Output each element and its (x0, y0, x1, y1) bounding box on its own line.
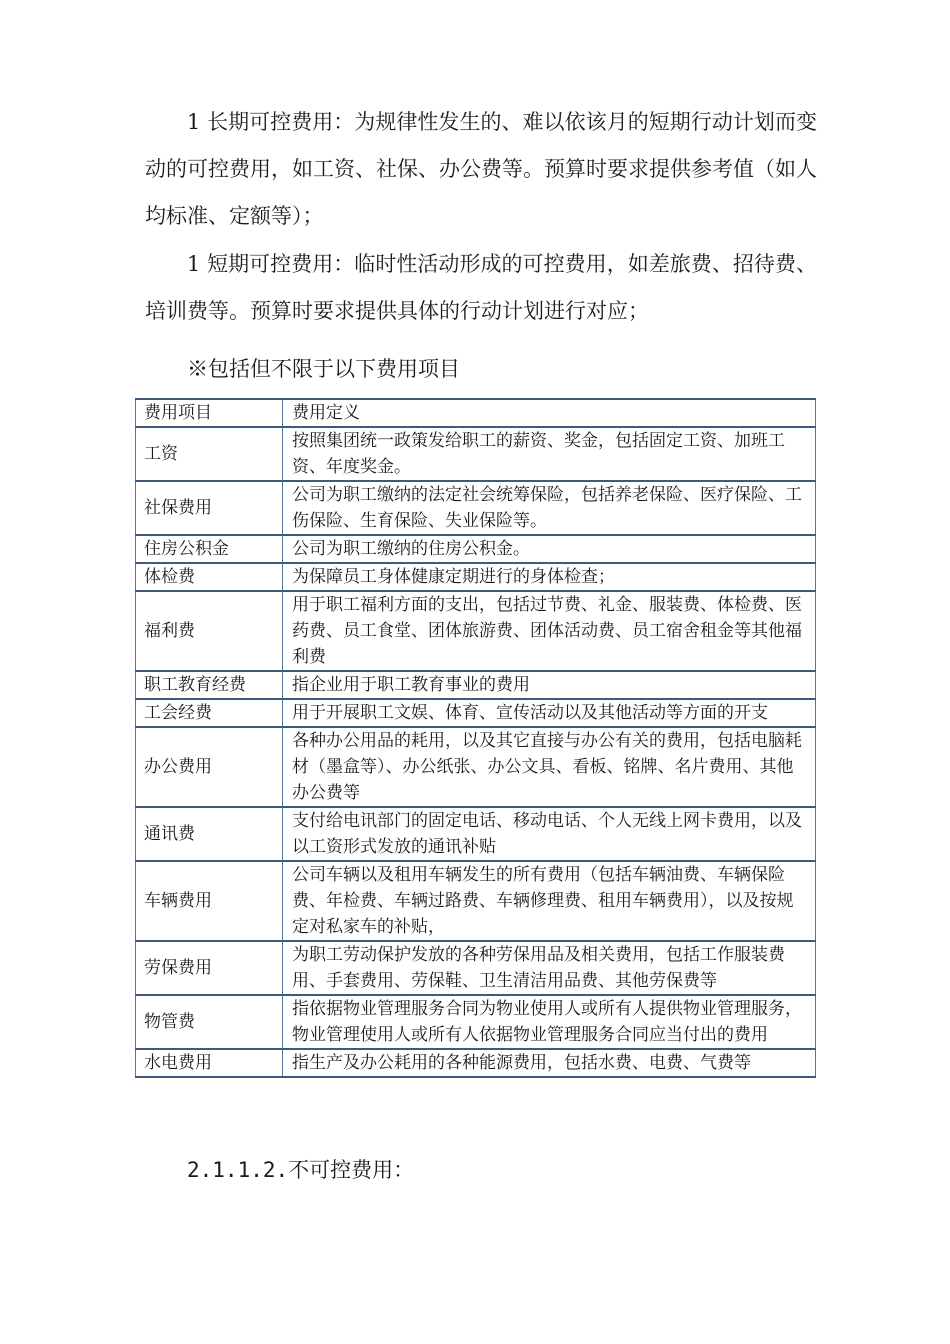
section-heading (187, 1150, 414, 1190)
cell-definition: 各种办公用品的耗用，以及其它直接与办公有关的费用，包括电脑耗材（墨盒等）、办公纸张、办公文具、看板、铭牌、名片费用、其他办公费等 (283, 727, 816, 807)
cell-definition: 公司车辆以及租用车辆发生的所有费用（包括车辆油费、车辆保险费、年检费、车辆过路费、车辆修理费、租用车辆费用），以及按规定对私家车的补贴， (283, 861, 816, 941)
cell-item: 社保费用 (136, 481, 283, 535)
paragraph-note: ※包括但不限于以下费用项目 (187, 357, 460, 381)
cell-item: 福利费 (136, 591, 283, 671)
table-header-row (136, 399, 816, 427)
table-row (136, 535, 816, 563)
cell-definition: 为职工劳动保护发放的各种劳保用品及相关费用，包括工作服装费用、手套费用、劳保鞋、卫生清洁用品费、其他劳保费等 (283, 941, 816, 995)
cell-definition: 指依据物业管理服务合同为物业使用人或所有人提供物业管理服务，物业管理使用人或所有人依据物业管理服务合同应当付出的费用 (283, 995, 816, 1049)
paragraph-long-term-controllable (145, 99, 817, 240)
cell-definition: 用于开展职工文娱、体育、宣传活动以及其他活动等方面的开支 (283, 699, 816, 727)
cell-item: 工会经费 (136, 699, 283, 727)
paragraph-short-term-controllable (145, 241, 817, 335)
cell-item: 物管费 (136, 995, 283, 1049)
cell-item: 工资 (136, 427, 283, 481)
section-title: 不可控费用： (288, 1158, 415, 1182)
cell-item: 通讯费 (136, 807, 283, 861)
header-definition: 费用定义 (283, 399, 816, 427)
expense-items-table (135, 398, 816, 1078)
cell-definition: 用于职工福利方面的支出，包括过节费、礼金、服装费、体检费、医药费、员工食堂、团体旅游费、团体活动费、员工宿舍租金等其他福利费 (283, 591, 816, 671)
cell-item: 办公费用 (136, 727, 283, 807)
cell-item: 车辆费用 (136, 861, 283, 941)
table-row (136, 481, 816, 535)
table-row (136, 941, 816, 995)
cell-item: 体检费 (136, 563, 283, 591)
table-row (136, 1049, 816, 1077)
header-item: 费用项目 (136, 399, 283, 427)
cell-definition: 公司为职工缴纳的住房公积金。 (283, 535, 816, 563)
paragraph-text: 1 短期可控费用：临时性活动形成的可控费用，如差旅费、招待费、培训费等。预算时要求提供具体的行动计划进行对应； (145, 252, 817, 323)
table-row (136, 995, 816, 1049)
cell-item: 水电费用 (136, 1049, 283, 1077)
table-row (136, 699, 816, 727)
cell-item: 职工教育经费 (136, 671, 283, 699)
cell-item: 住房公积金 (136, 535, 283, 563)
cell-item: 劳保费用 (136, 941, 283, 995)
table-row (136, 427, 816, 481)
table-row (136, 727, 816, 807)
cell-definition: 支付给电讯部门的固定电话、移动电话、个人无线上网卡费用，以及以工资形式发放的通讯补贴 (283, 807, 816, 861)
table-row (136, 807, 816, 861)
cell-definition: 公司为职工缴纳的法定社会统筹保险，包括养老保险、医疗保险、工伤保险、生育保险、失业保险等。 (283, 481, 816, 535)
paragraph-text: 1 长期可控费用：为规律性发生的、难以依该月的短期行动计划而变动的可控费用，如工资、社保、办公费等。预算时要求提供参考值（如人均标准、定额等）； (145, 110, 817, 228)
table-row (136, 671, 816, 699)
cell-definition: 指企业用于职工教育事业的费用 (283, 671, 816, 699)
cell-definition: 为保障员工身体健康定期进行的身体检查； (283, 563, 816, 591)
cell-definition: 按照集团统一政策发给职工的薪资、奖金，包括固定工资、加班工资、年度奖金。 (283, 427, 816, 481)
table-row (136, 861, 816, 941)
table-row (136, 591, 816, 671)
cell-definition: 指生产及办公耗用的各种能源费用，包括水费、电费、气费等 (283, 1049, 816, 1077)
section-number: 2.1.1.2. (187, 1158, 289, 1182)
table-row (136, 563, 816, 591)
